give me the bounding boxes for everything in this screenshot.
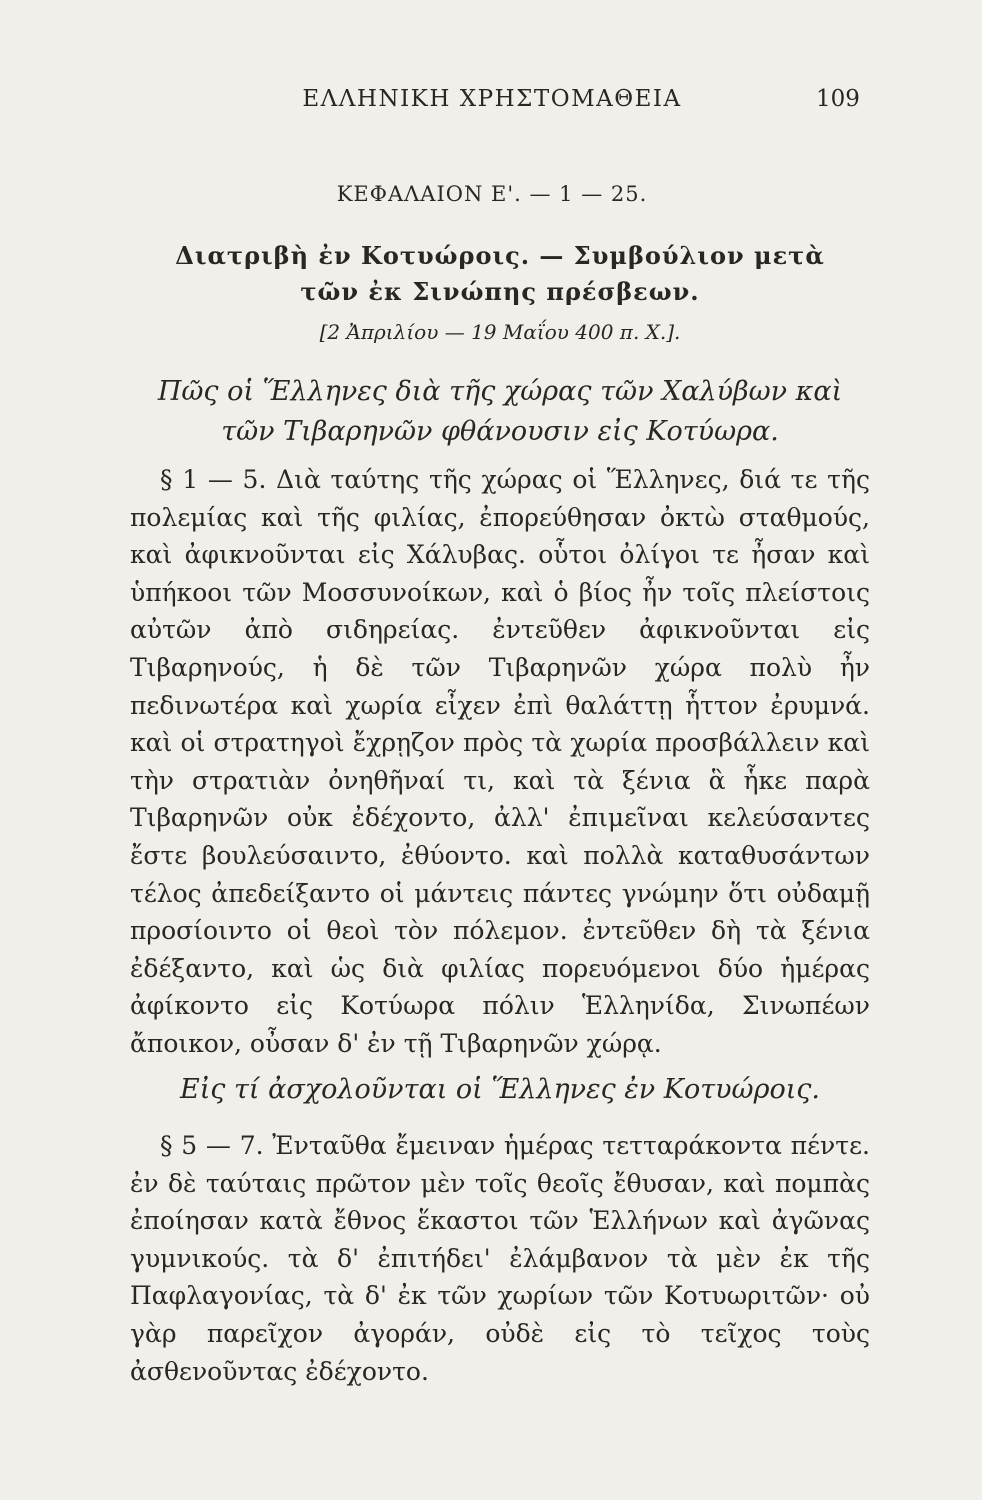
chapter-label: ΚΕΦΑΛΑΙΟΝ Ε'. — 1 — 25. <box>336 182 648 206</box>
section-paragraph-2: § 5 — 7. Ἐνταῦθα ἔμειναν ἡμέρας τετταράκοντα πέντε. ἐν δὲ ταύταις πρῶτον μὲν τοῖς θεοῖς ἔθυσαν, καὶ πομπὰς ἐποίησαν κατὰ ἔθνος ἕκαστοι τῶν Ἑλλήνων καὶ ἀγῶνας γυμνικούς. τὰ δ' ἐπιτήδει' ἐλάμβανον τὰ μὲν ἐκ τῆς Παφλαγονίας, τὰ δ' ἐκ τῶν χωρίων τῶν Κοτυωριτῶν· οὐ γὰρ παρεῖχον ἀγοράν, οὐδὲ εἰς τὸ τεῖχος τοὺς ἀσθενοῦντας ἐδέχοντο. <box>130 1131 870 1386</box>
section-paragraph-1: § 1 — 5. Διὰ ταύτης τῆς χώρας οἱ Ἕλληνες, διά τε τῆς πολεμίας καὶ τῆς φιλίας, ἐπορεύθησαν ὀκτὼ σταθμούς, καὶ ἀφικνοῦνται εἰς Χάλυβας. οὗτοι ὀλίγοι τε ἦσαν καὶ ὑπήκοοι τῶν Μοσσυνοίκων, καὶ ὁ βίος ἦν τοῖς πλείστοις αὐτῶν ἀπὸ σιδηρείας. ἐντεῦθεν ἀφικνοῦνται εἰς Τιβαρηνούς, ἡ δὲ τῶν Τιβαρηνῶν χώρα πολὺ ἦν πεδινωτέρα καὶ χωρία εἶχεν ἐπὶ θαλάττῃ ἧττον ἐρυμνά. καὶ οἱ στρατηγοὶ ἔχρῃζον πρὸς τὰ χωρία προσβάλλειν καὶ τὴν στρατιὰν ὀνηθῆναί τι, καὶ τὰ ξένια ἃ ἧκε παρὰ Τιβαρηνῶν οὐκ ἐδέχοντο, ἀλλ' ἐπιμεῖναι κελεύσαντες ἔστε βουλεύσαιντο, ἐθύοντο. καὶ πολλὰ καταθυσάντων τέλος ἀπεδείξαντο οἱ μάντεις πάντες γνώμην ὅτι οὐδαμῇ προσίοιντο οἱ θεοὶ τὸν πόλεμον. ἐντεῦθεν δὴ τὰ ξένια ἐδέξαντο, καὶ ὡς διὰ φιλίας πορευόμενοι δύο ἡμέρας ἀφίκοντο εἰς Κοτύωρα πόλιν Ἑλληνίδα, Σινωπέων ἄποικον, οὖσαν δ' ἐν τῇ Τιβαρηνῶν χώρᾳ. <box>130 465 870 1058</box>
section-heading-1: Πῶς οἱ Ἕλληνες διὰ τῆς χώρας τῶν Χαλύβων καὶ τῶν Τιβαρηνῶν φθάνουσιν εἰς Κοτύωρα. <box>157 376 843 447</box>
chapter-title-line-2: τῶν ἐκ Σινώπης πρέσβεων. <box>300 277 700 306</box>
page-number: 109 <box>816 86 860 112</box>
chapter-title-line-1: Διατριβὴ ἐν Κοτυώροις. — Συμβούλιον μετὰ <box>175 241 825 270</box>
chapter-title <box>130 238 870 310</box>
running-title: ΕΛΛΗΝΙΚΗ ΧΡΗΣΤΟΜΑΘΕΙΑ <box>302 86 682 112</box>
section-heading-2: Εἰς τί ἀσχολοῦνται οἱ Ἕλληνες ἐν Κοτυώροις. <box>180 1074 820 1105</box>
chapter-date: [2 Ἀπριλίου — 19 Μαΐου 400 π. Χ.]. <box>319 320 681 344</box>
